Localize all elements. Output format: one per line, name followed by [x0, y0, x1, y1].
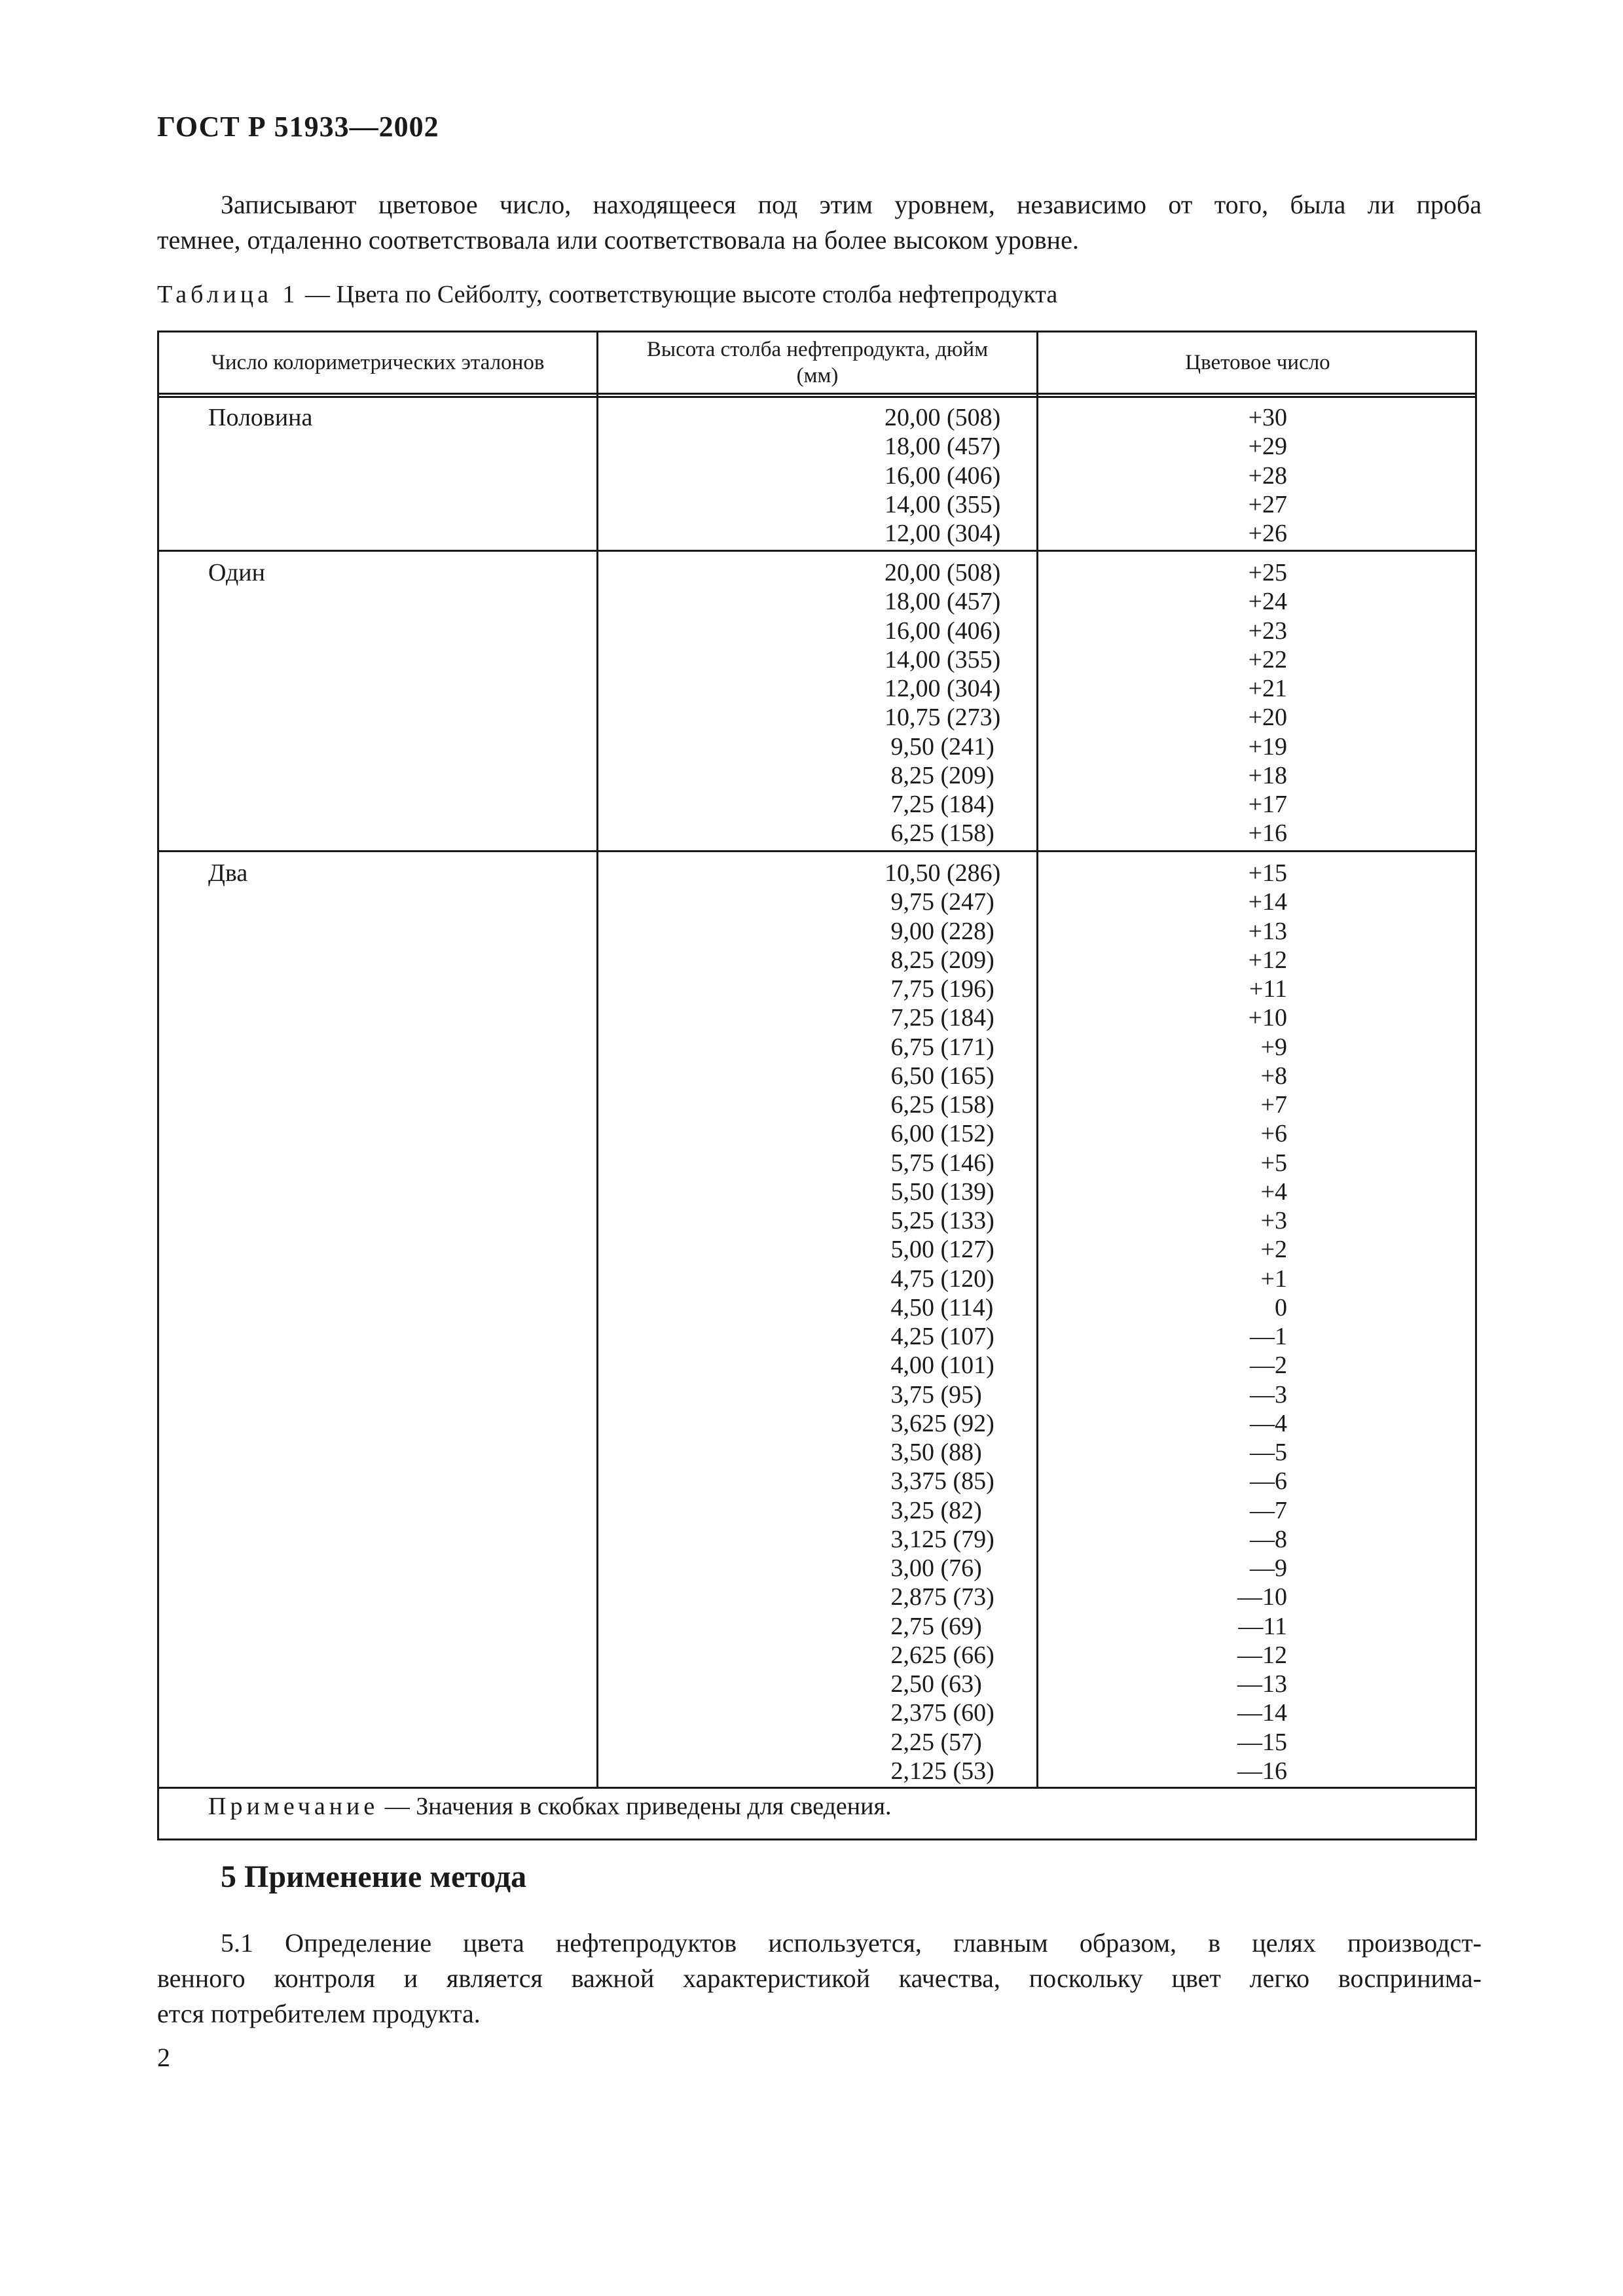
- color-value-row: [1038, 790, 1477, 819]
- table-caption: [157, 280, 1057, 309]
- height-value: 2,375 (60): [884, 1699, 994, 1727]
- height-value: 10,50 (286): [884, 859, 1001, 887]
- color-value: +2: [1260, 1236, 1287, 1264]
- color-value: —5: [1250, 1439, 1287, 1466]
- color-value-row: [1038, 1293, 1477, 1322]
- height-value: 2,75 (69): [884, 1612, 982, 1640]
- color-value: —11: [1238, 1612, 1287, 1640]
- height-value: 18,00 (457): [884, 433, 1001, 461]
- height-value: 2,625 (66): [884, 1641, 994, 1669]
- color-value: —9: [1250, 1554, 1287, 1582]
- intro-line: темнее, отдаленно соответствовала или соответствовала на более высоком уровне.: [157, 225, 1079, 255]
- color-values-half: [1038, 403, 1477, 548]
- column-header-standards: Число колориметрических эталонов: [211, 351, 545, 374]
- group-label-half: Половина: [208, 404, 313, 431]
- color-value-row: [1038, 1757, 1477, 1785]
- color-value: +5: [1260, 1149, 1287, 1177]
- color-value-row: [1038, 1177, 1477, 1206]
- height-value: 3,375 (85): [884, 1467, 994, 1496]
- section-heading: 5 Применение метода: [221, 1859, 527, 1894]
- color-value-row: [1038, 1235, 1477, 1264]
- section-paragraph: [157, 1926, 1482, 2032]
- intro-line: Записывают цветовое число, находящееся под этим уровнем, независимо от того, была ли проба: [221, 190, 1482, 219]
- color-value: +24: [1248, 588, 1287, 616]
- color-value-row: [1038, 732, 1477, 761]
- color-value: +20: [1248, 704, 1287, 732]
- color-value: +19: [1248, 732, 1287, 761]
- color-value: +8: [1260, 1062, 1287, 1090]
- color-value-row: [1038, 859, 1477, 888]
- height-value: 3,125 (79): [884, 1525, 994, 1553]
- height-value: 4,25 (107): [884, 1323, 994, 1350]
- color-value: —7: [1250, 1496, 1287, 1524]
- color-value: —14: [1237, 1699, 1287, 1727]
- height-value: 16,00 (406): [884, 617, 1001, 645]
- color-value: +14: [1248, 888, 1287, 916]
- height-value: 8,25 (209): [884, 761, 994, 789]
- column-header-height: [598, 332, 1036, 393]
- height-value: 12,00 (304): [884, 675, 1001, 702]
- color-value-row: [1038, 1438, 1477, 1467]
- section-paragraph-line: венного контроля и является важной характеристикой качества, поскольку цвет легко воспринима-: [157, 1964, 1482, 1993]
- height-value: 16,00 (406): [884, 461, 1001, 490]
- height-value: 4,00 (101): [884, 1352, 994, 1380]
- color-value: —6: [1250, 1467, 1287, 1496]
- color-value-row: [1038, 917, 1477, 946]
- color-value-row: [1038, 1525, 1477, 1554]
- height-value: 7,25 (184): [884, 791, 994, 818]
- height-value: 4,75 (120): [884, 1265, 994, 1293]
- color-value: +29: [1248, 433, 1287, 461]
- color-value: +28: [1248, 461, 1287, 490]
- height-value: 3,25 (82): [884, 1496, 982, 1524]
- table-caption-text: — Цвета по Сейболту, соответствующие высоте столба нефтепродукта: [299, 281, 1058, 308]
- height-values-two: [598, 859, 1036, 1785]
- height-value: 3,00 (76): [884, 1554, 982, 1582]
- height-value: 5,00 (127): [884, 1236, 994, 1264]
- height-value: 18,00 (457): [884, 588, 1001, 616]
- color-value: +4: [1260, 1177, 1287, 1206]
- page-number: 2: [157, 2043, 170, 2072]
- color-value-row: [1038, 1728, 1477, 1757]
- color-value: +12: [1248, 946, 1287, 974]
- color-value-row: [1038, 888, 1477, 916]
- color-value: +6: [1260, 1120, 1287, 1148]
- color-value: +26: [1248, 520, 1287, 547]
- height-value: 2,25 (57): [884, 1728, 982, 1756]
- color-value: +21: [1248, 675, 1287, 702]
- color-value: +18: [1248, 761, 1287, 789]
- group-separator: [159, 550, 1475, 552]
- color-value: +16: [1248, 819, 1287, 848]
- color-value: —3: [1250, 1380, 1287, 1408]
- color-value-row: [1038, 1670, 1477, 1698]
- color-value-row: [1038, 1149, 1477, 1177]
- height-value: 6,50 (165): [884, 1062, 994, 1090]
- color-value: +1: [1260, 1265, 1287, 1293]
- color-value: +22: [1248, 645, 1287, 673]
- color-value: +25: [1248, 559, 1287, 586]
- table-caption-label: Таблица 1: [157, 281, 299, 308]
- height-value: 5,25 (133): [884, 1207, 994, 1234]
- height-value: 9,50 (241): [884, 732, 994, 761]
- height-value: 20,00 (508): [884, 404, 1001, 431]
- height-value: 6,25 (158): [884, 1091, 994, 1119]
- color-value-row: [1038, 1380, 1477, 1409]
- height-value: 2,50 (63): [884, 1670, 982, 1698]
- table-note-text: — Значения в скобках приведены для сведения.: [378, 1793, 892, 1820]
- color-value: +10: [1248, 1004, 1287, 1032]
- color-value-row: [1038, 519, 1477, 548]
- height-value: 9,00 (228): [884, 917, 994, 945]
- height-value: 20,00 (508): [884, 559, 1001, 586]
- color-value-row: [1038, 1322, 1477, 1351]
- color-value-row: [1038, 558, 1477, 587]
- color-value-row: [1038, 490, 1477, 519]
- color-value: —1: [1250, 1323, 1287, 1350]
- color-value: —12: [1237, 1641, 1287, 1669]
- color-value-row: [1038, 1698, 1477, 1727]
- height-value: 6,25 (158): [884, 819, 994, 848]
- color-value-row: [1038, 1351, 1477, 1380]
- document-header: ГОСТ Р 51933—2002: [157, 111, 439, 143]
- height-values-half: [598, 403, 1036, 548]
- color-value-row: [1038, 761, 1477, 790]
- group-separator: [159, 850, 1475, 852]
- height-value: 5,50 (139): [884, 1177, 994, 1206]
- color-value-row: [1038, 1467, 1477, 1496]
- height-value: 2,875 (73): [884, 1583, 994, 1611]
- color-value: —15: [1237, 1728, 1287, 1756]
- color-value-row: [1038, 1033, 1477, 1062]
- color-value-row: [1038, 946, 1477, 975]
- table-note-label: Примечание: [208, 1793, 379, 1820]
- color-value-row: [1038, 645, 1477, 674]
- color-value-row: [1038, 1003, 1477, 1032]
- height-value: 8,25 (209): [884, 946, 994, 974]
- height-value: 12,00 (304): [884, 520, 1001, 547]
- table-note: [208, 1792, 891, 1821]
- note-separator: [159, 1787, 1475, 1789]
- color-value-row: [1038, 1496, 1477, 1525]
- color-value: +9: [1260, 1033, 1287, 1061]
- color-value-row: [1038, 617, 1477, 645]
- color-value: +27: [1248, 490, 1287, 518]
- color-value-row: [1038, 1062, 1477, 1090]
- height-value: 3,625 (92): [884, 1409, 994, 1437]
- height-value: 6,00 (152): [884, 1120, 994, 1148]
- color-value-row: [1038, 1265, 1477, 1293]
- color-value-row: [1038, 1409, 1477, 1438]
- color-values-two: [1038, 859, 1477, 1785]
- color-value: +13: [1248, 917, 1287, 945]
- color-value-row: [1038, 403, 1477, 432]
- color-value: —8: [1250, 1525, 1287, 1553]
- height-value: 6,75 (171): [884, 1033, 994, 1061]
- color-value-row: [1038, 1612, 1477, 1641]
- column-header-height-line2: (мм): [796, 364, 839, 387]
- color-value: 0: [1275, 1293, 1287, 1321]
- color-value: —4: [1250, 1409, 1287, 1437]
- height-value: 7,25 (184): [884, 1004, 994, 1032]
- color-value: +23: [1248, 617, 1287, 645]
- color-value-row: [1038, 1554, 1477, 1583]
- column-header-color-number: Цветовое число: [1185, 351, 1330, 374]
- color-value-row: [1038, 432, 1477, 461]
- color-value-row: [1038, 1641, 1477, 1670]
- color-value: —2: [1250, 1352, 1287, 1380]
- height-value: 5,75 (146): [884, 1149, 994, 1177]
- color-value-row: [1038, 674, 1477, 703]
- color-value-row: [1038, 1583, 1477, 1611]
- color-value: +15: [1248, 859, 1287, 887]
- section-paragraph-line: ется потребителем продукта.: [157, 1999, 481, 2028]
- height-value: 3,50 (88): [884, 1439, 982, 1466]
- color-value-row: [1038, 461, 1477, 490]
- height-value: 3,75 (95): [884, 1380, 982, 1408]
- color-value-row: [1038, 587, 1477, 616]
- group-label-two: Два: [208, 859, 248, 887]
- color-value-row: [1038, 975, 1477, 1003]
- color-value-row: [1038, 1090, 1477, 1119]
- color-value-row: [1038, 1206, 1477, 1235]
- section-paragraph-line: 5.1 Определение цвета нефтепродуктов используется, главным образом, в целях производст-: [221, 1928, 1482, 1958]
- color-value-row: [1038, 819, 1477, 848]
- color-values-one: [1038, 558, 1477, 848]
- header-double-rule: [159, 393, 1475, 398]
- intro-paragraph: [157, 187, 1482, 258]
- color-value-row: [1038, 703, 1477, 732]
- height-value: 9,75 (247): [884, 888, 994, 916]
- column-header-height-line1: Высота столба нефтепродукта, дюйм: [646, 338, 989, 361]
- color-value: —10: [1237, 1583, 1287, 1611]
- height-value: 4,50 (114): [884, 1293, 994, 1321]
- color-value: +7: [1260, 1091, 1287, 1119]
- height-value: 14,00 (355): [884, 645, 1001, 673]
- group-label-one: Один: [208, 559, 265, 586]
- height-values-one: [598, 558, 1036, 848]
- color-value: +11: [1249, 975, 1287, 1003]
- height-value: 7,75 (196): [884, 975, 994, 1003]
- height-value: 2,125 (53): [884, 1757, 994, 1785]
- height-value: 10,75 (273): [884, 704, 1001, 732]
- height-value: 14,00 (355): [884, 490, 1001, 518]
- color-value: +30: [1248, 404, 1287, 431]
- seybolt-color-table: [157, 331, 1477, 1840]
- color-value: —16: [1237, 1757, 1287, 1785]
- color-value: +3: [1260, 1207, 1287, 1234]
- color-value: +17: [1248, 791, 1287, 818]
- color-value-row: [1038, 1119, 1477, 1148]
- color-value: —13: [1237, 1670, 1287, 1698]
